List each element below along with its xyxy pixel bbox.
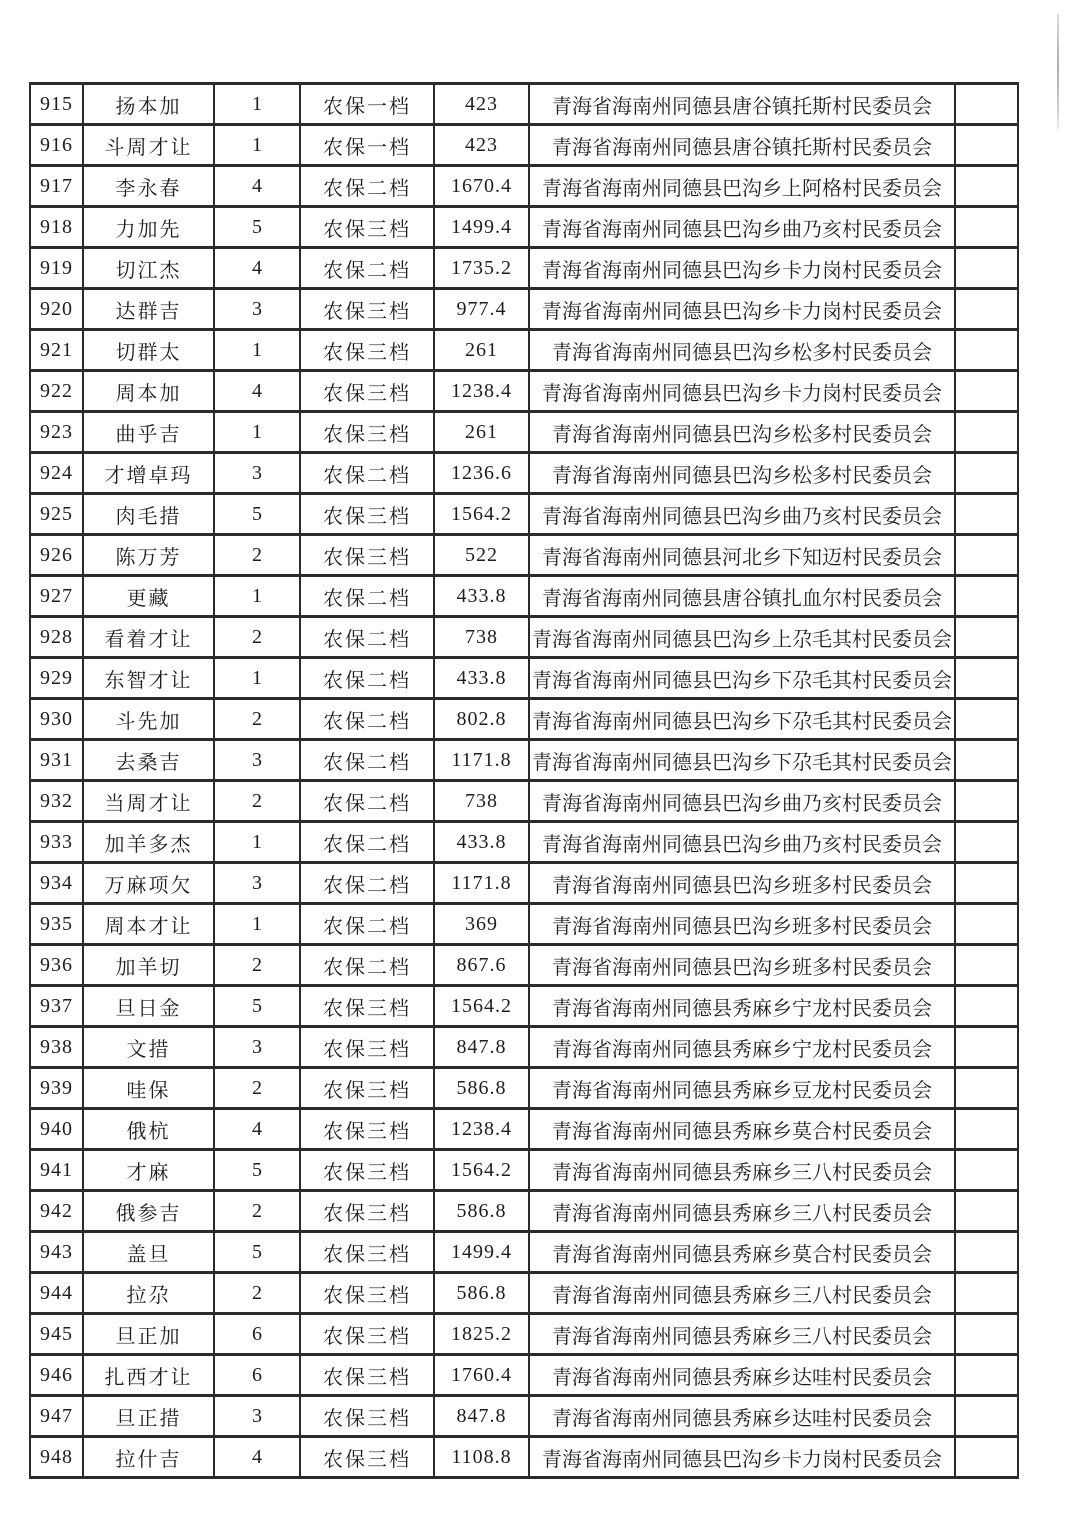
cell-amount: 867.6 — [434, 945, 529, 986]
cell-remark-empty — [955, 1068, 1018, 1109]
table-row — [30, 207, 1018, 248]
cell-person-count: 3 — [214, 1396, 300, 1437]
cell-person-count: 1 — [214, 412, 300, 453]
cell-amount: 1760.4 — [434, 1355, 529, 1396]
table-row — [30, 617, 1018, 658]
cell-remark-empty — [955, 248, 1018, 289]
cell-sequence-number: 948 — [30, 1437, 83, 1478]
cell-sequence-number: 926 — [30, 535, 83, 576]
scan-artifact-line — [1057, 14, 1059, 130]
cell-person-count: 6 — [214, 1314, 300, 1355]
table-row — [30, 371, 1018, 412]
cell-remark-empty — [955, 904, 1018, 945]
cell-village-committee: 青海省海南州同德县秀麻乡三八村民委员会 — [529, 1273, 955, 1314]
table-row — [30, 1314, 1018, 1355]
cell-village-committee: 青海省海南州同德县巴沟乡松多村民委员会 — [529, 453, 955, 494]
cell-remark-empty — [955, 1355, 1018, 1396]
cell-sequence-number: 947 — [30, 1396, 83, 1437]
cell-person-name: 加羊切 — [83, 945, 214, 986]
table-row — [30, 1068, 1018, 1109]
cell-remark-empty — [955, 1273, 1018, 1314]
cell-village-committee: 青海省海南州同德县巴沟乡曲乃亥村民委员会 — [529, 822, 955, 863]
cell-person-count: 2 — [214, 945, 300, 986]
cell-remark-empty — [955, 576, 1018, 617]
cell-remark-empty — [955, 289, 1018, 330]
cell-sequence-number: 941 — [30, 1150, 83, 1191]
table-row — [30, 1232, 1018, 1273]
table-row — [30, 986, 1018, 1027]
cell-person-name: 才麻 — [83, 1150, 214, 1191]
cell-person-name: 达群吉 — [83, 289, 214, 330]
cell-village-committee: 青海省海南州同德县巴沟乡卡力岗村民委员会 — [529, 248, 955, 289]
table-row — [30, 863, 1018, 904]
cell-remark-empty — [955, 371, 1018, 412]
cell-amount: 1564.2 — [434, 1150, 529, 1191]
cell-person-count: 2 — [214, 1068, 300, 1109]
cell-person-name: 俄杭 — [83, 1109, 214, 1150]
cell-sequence-number: 938 — [30, 1027, 83, 1068]
cell-person-name: 切群太 — [83, 330, 214, 371]
cell-amount: 1238.4 — [434, 371, 529, 412]
cell-sequence-number: 928 — [30, 617, 83, 658]
cell-person-name: 加羊多杰 — [83, 822, 214, 863]
table-row — [30, 412, 1018, 453]
cell-remark-empty — [955, 207, 1018, 248]
table-row — [30, 453, 1018, 494]
cell-person-name: 俄参吉 — [83, 1191, 214, 1232]
cell-person-count: 5 — [214, 1150, 300, 1191]
cell-insurance-tier: 农保二档 — [300, 822, 434, 863]
cell-insurance-tier: 农保二档 — [300, 945, 434, 986]
cell-person-count: 3 — [214, 453, 300, 494]
cell-amount: 1735.2 — [434, 248, 529, 289]
table-row — [30, 1150, 1018, 1191]
cell-village-committee: 青海省海南州同德县巴沟乡卡力岗村民委员会 — [529, 1437, 955, 1478]
table-row — [30, 494, 1018, 535]
cell-sequence-number: 937 — [30, 986, 83, 1027]
cell-person-name: 陈万芳 — [83, 535, 214, 576]
cell-sequence-number: 917 — [30, 166, 83, 207]
cell-insurance-tier: 农保二档 — [300, 248, 434, 289]
cell-amount: 1108.8 — [434, 1437, 529, 1478]
cell-sequence-number: 942 — [30, 1191, 83, 1232]
cell-insurance-tier: 农保二档 — [300, 166, 434, 207]
cell-insurance-tier: 农保二档 — [300, 658, 434, 699]
cell-village-committee: 青海省海南州同德县巴沟乡松多村民委员会 — [529, 330, 955, 371]
table-row — [30, 1355, 1018, 1396]
cell-insurance-tier: 农保三档 — [300, 1273, 434, 1314]
cell-sequence-number: 924 — [30, 453, 83, 494]
cell-remark-empty — [955, 863, 1018, 904]
cell-remark-empty — [955, 453, 1018, 494]
cell-village-committee: 青海省海南州同德县秀麻乡宁龙村民委员会 — [529, 986, 955, 1027]
cell-remark-empty — [955, 781, 1018, 822]
cell-remark-empty — [955, 125, 1018, 166]
cell-person-name: 看着才让 — [83, 617, 214, 658]
cell-insurance-tier: 农保一档 — [300, 84, 434, 125]
cell-remark-empty — [955, 412, 1018, 453]
cell-amount: 1825.2 — [434, 1314, 529, 1355]
cell-village-committee: 青海省海南州同德县巴沟乡卡力岗村民委员会 — [529, 371, 955, 412]
cell-amount: 423 — [434, 84, 529, 125]
cell-sequence-number: 922 — [30, 371, 83, 412]
table-row — [30, 658, 1018, 699]
cell-person-count: 5 — [214, 494, 300, 535]
cell-remark-empty — [955, 1437, 1018, 1478]
cell-sequence-number: 920 — [30, 289, 83, 330]
cell-person-count: 1 — [214, 822, 300, 863]
cell-person-name: 当周才让 — [83, 781, 214, 822]
cell-amount: 847.8 — [434, 1396, 529, 1437]
cell-sequence-number: 939 — [30, 1068, 83, 1109]
cell-sequence-number: 915 — [30, 84, 83, 125]
cell-person-name: 扎西才让 — [83, 1355, 214, 1396]
cell-person-name: 去桑吉 — [83, 740, 214, 781]
cell-person-count: 2 — [214, 1273, 300, 1314]
cell-amount: 1171.8 — [434, 740, 529, 781]
table-row — [30, 1191, 1018, 1232]
cell-person-count: 3 — [214, 740, 300, 781]
cell-person-name: 东智才让 — [83, 658, 214, 699]
cell-amount: 433.8 — [434, 576, 529, 617]
cell-village-committee: 青海省海南州同德县秀麻乡三八村民委员会 — [529, 1150, 955, 1191]
cell-sequence-number: 921 — [30, 330, 83, 371]
cell-insurance-tier: 农保一档 — [300, 125, 434, 166]
cell-amount: 802.8 — [434, 699, 529, 740]
cell-person-name: 力加先 — [83, 207, 214, 248]
cell-person-count: 1 — [214, 125, 300, 166]
cell-person-name: 扬本加 — [83, 84, 214, 125]
cell-village-committee: 青海省海南州同德县秀麻乡莫合村民委员会 — [529, 1109, 955, 1150]
cell-amount: 433.8 — [434, 658, 529, 699]
cell-person-name: 哇保 — [83, 1068, 214, 1109]
cell-village-committee: 青海省海南州同德县巴沟乡松多村民委员会 — [529, 412, 955, 453]
cell-sequence-number: 918 — [30, 207, 83, 248]
table-row — [30, 822, 1018, 863]
cell-person-count: 4 — [214, 371, 300, 412]
table-row — [30, 248, 1018, 289]
cell-remark-empty — [955, 330, 1018, 371]
cell-sequence-number: 916 — [30, 125, 83, 166]
cell-insurance-tier: 农保三档 — [300, 1396, 434, 1437]
cell-village-committee: 青海省海南州同德县唐谷镇扎血尔村民委员会 — [529, 576, 955, 617]
cell-amount: 1499.4 — [434, 1232, 529, 1273]
cell-sequence-number: 929 — [30, 658, 83, 699]
cell-person-count: 1 — [214, 904, 300, 945]
cell-insurance-tier: 农保三档 — [300, 207, 434, 248]
cell-insurance-tier: 农保三档 — [300, 1068, 434, 1109]
cell-remark-empty — [955, 699, 1018, 740]
cell-insurance-tier: 农保三档 — [300, 1437, 434, 1478]
table-row — [30, 535, 1018, 576]
cell-person-count: 1 — [214, 658, 300, 699]
cell-insurance-tier: 农保二档 — [300, 863, 434, 904]
cell-person-count: 1 — [214, 576, 300, 617]
cell-remark-empty — [955, 822, 1018, 863]
cell-insurance-tier: 农保三档 — [300, 1150, 434, 1191]
cell-person-count: 5 — [214, 1232, 300, 1273]
cell-sequence-number: 940 — [30, 1109, 83, 1150]
cell-amount: 1236.6 — [434, 453, 529, 494]
cell-village-committee: 青海省海南州同德县唐谷镇托斯村民委员会 — [529, 125, 955, 166]
cell-person-count: 5 — [214, 986, 300, 1027]
cell-amount: 423 — [434, 125, 529, 166]
cell-village-committee: 青海省海南州同德县唐谷镇托斯村民委员会 — [529, 84, 955, 125]
cell-sequence-number: 919 — [30, 248, 83, 289]
cell-village-committee: 青海省海南州同德县秀麻乡莫合村民委员会 — [529, 1232, 955, 1273]
cell-person-count: 3 — [214, 289, 300, 330]
cell-person-count: 3 — [214, 1027, 300, 1068]
cell-village-committee: 青海省海南州同德县巴沟乡上尕毛其村民委员会 — [529, 617, 955, 658]
cell-person-count: 3 — [214, 863, 300, 904]
cell-person-name: 旦正措 — [83, 1396, 214, 1437]
cell-sequence-number: 931 — [30, 740, 83, 781]
cell-insurance-tier: 农保三档 — [300, 494, 434, 535]
cell-person-name: 旦正加 — [83, 1314, 214, 1355]
cell-person-count: 2 — [214, 1191, 300, 1232]
cell-person-count: 2 — [214, 781, 300, 822]
cell-village-committee: 青海省海南州同德县巴沟乡曲乃亥村民委员会 — [529, 494, 955, 535]
cell-person-count: 2 — [214, 617, 300, 658]
cell-person-count: 4 — [214, 1109, 300, 1150]
cell-person-count: 4 — [214, 248, 300, 289]
cell-sequence-number: 935 — [30, 904, 83, 945]
cell-person-name: 曲乎吉 — [83, 412, 214, 453]
cell-remark-empty — [955, 740, 1018, 781]
cell-insurance-tier: 农保三档 — [300, 986, 434, 1027]
cell-amount: 433.8 — [434, 822, 529, 863]
cell-sequence-number: 932 — [30, 781, 83, 822]
cell-remark-empty — [955, 166, 1018, 207]
cell-village-committee: 青海省海南州同德县巴沟乡班多村民委员会 — [529, 945, 955, 986]
cell-insurance-tier: 农保二档 — [300, 904, 434, 945]
table-row — [30, 125, 1018, 166]
cell-insurance-tier: 农保三档 — [300, 1109, 434, 1150]
cell-sequence-number: 936 — [30, 945, 83, 986]
table-row — [30, 576, 1018, 617]
cell-insurance-tier: 农保二档 — [300, 453, 434, 494]
cell-village-committee: 青海省海南州同德县秀麻乡三八村民委员会 — [529, 1191, 955, 1232]
cell-remark-empty — [955, 945, 1018, 986]
cell-person-name: 盖旦 — [83, 1232, 214, 1273]
cell-remark-empty — [955, 1314, 1018, 1355]
cell-person-name: 斗先加 — [83, 699, 214, 740]
cell-sequence-number: 944 — [30, 1273, 83, 1314]
cell-person-count: 4 — [214, 1437, 300, 1478]
cell-insurance-tier: 农保三档 — [300, 1355, 434, 1396]
cell-sequence-number: 933 — [30, 822, 83, 863]
table-row — [30, 166, 1018, 207]
cell-person-count: 4 — [214, 166, 300, 207]
cell-person-name: 李永春 — [83, 166, 214, 207]
cell-remark-empty — [955, 658, 1018, 699]
table-row — [30, 740, 1018, 781]
cell-amount: 738 — [434, 781, 529, 822]
cell-insurance-tier: 农保三档 — [300, 330, 434, 371]
cell-insurance-tier: 农保二档 — [300, 699, 434, 740]
cell-insurance-tier: 农保二档 — [300, 576, 434, 617]
cell-village-committee: 青海省海南州同德县巴沟乡下尕毛其村民委员会 — [529, 658, 955, 699]
cell-remark-empty — [955, 617, 1018, 658]
cell-remark-empty — [955, 494, 1018, 535]
cell-insurance-tier: 农保三档 — [300, 1027, 434, 1068]
cell-person-name: 斗周才让 — [83, 125, 214, 166]
table-row — [30, 289, 1018, 330]
cell-amount: 1564.2 — [434, 986, 529, 1027]
cell-sequence-number: 946 — [30, 1355, 83, 1396]
cell-village-committee: 青海省海南州同德县秀麻乡豆龙村民委员会 — [529, 1068, 955, 1109]
insurance-payment-table — [29, 82, 1019, 1479]
table-row — [30, 330, 1018, 371]
cell-village-committee: 青海省海南州同德县巴沟乡班多村民委员会 — [529, 863, 955, 904]
table-body — [30, 84, 1018, 1478]
cell-amount: 586.8 — [434, 1191, 529, 1232]
cell-amount: 738 — [434, 617, 529, 658]
cell-insurance-tier: 农保三档 — [300, 1191, 434, 1232]
cell-person-name: 切江杰 — [83, 248, 214, 289]
cell-insurance-tier: 农保三档 — [300, 1232, 434, 1273]
table-row — [30, 1273, 1018, 1314]
cell-insurance-tier: 农保三档 — [300, 535, 434, 576]
cell-person-name: 文措 — [83, 1027, 214, 1068]
cell-remark-empty — [955, 535, 1018, 576]
cell-insurance-tier: 农保二档 — [300, 781, 434, 822]
cell-remark-empty — [955, 1191, 1018, 1232]
cell-person-name: 周本加 — [83, 371, 214, 412]
cell-amount: 261 — [434, 330, 529, 371]
table-row — [30, 781, 1018, 822]
cell-village-committee: 青海省海南州同德县秀麻乡宁龙村民委员会 — [529, 1027, 955, 1068]
table-row — [30, 1109, 1018, 1150]
cell-sequence-number: 945 — [30, 1314, 83, 1355]
cell-person-name: 才增卓玛 — [83, 453, 214, 494]
cell-amount: 1564.2 — [434, 494, 529, 535]
cell-village-committee: 青海省海南州同德县巴沟乡上阿格村民委员会 — [529, 166, 955, 207]
cell-village-committee: 青海省海南州同德县秀麻乡达哇村民委员会 — [529, 1355, 955, 1396]
table-row — [30, 1396, 1018, 1437]
cell-remark-empty — [955, 1109, 1018, 1150]
cell-amount: 369 — [434, 904, 529, 945]
cell-remark-empty — [955, 1027, 1018, 1068]
cell-sequence-number: 927 — [30, 576, 83, 617]
cell-village-committee: 青海省海南州同德县巴沟乡下尕毛其村民委员会 — [529, 699, 955, 740]
table-row — [30, 699, 1018, 740]
cell-remark-empty — [955, 1232, 1018, 1273]
cell-village-committee: 青海省海南州同德县秀麻乡达哇村民委员会 — [529, 1396, 955, 1437]
cell-insurance-tier: 农保二档 — [300, 617, 434, 658]
cell-remark-empty — [955, 84, 1018, 125]
cell-person-name: 拉尕 — [83, 1273, 214, 1314]
cell-remark-empty — [955, 986, 1018, 1027]
cell-sequence-number: 925 — [30, 494, 83, 535]
cell-village-committee: 青海省海南州同德县巴沟乡曲乃亥村民委员会 — [529, 781, 955, 822]
cell-village-committee: 青海省海南州同德县秀麻乡三八村民委员会 — [529, 1314, 955, 1355]
cell-person-name: 拉什吉 — [83, 1437, 214, 1478]
cell-amount: 1499.4 — [434, 207, 529, 248]
cell-insurance-tier: 农保三档 — [300, 412, 434, 453]
cell-person-name: 更藏 — [83, 576, 214, 617]
table-row — [30, 1027, 1018, 1068]
table-row — [30, 1437, 1018, 1478]
cell-sequence-number: 930 — [30, 699, 83, 740]
cell-person-count: 2 — [214, 699, 300, 740]
cell-amount: 522 — [434, 535, 529, 576]
cell-amount: 1171.8 — [434, 863, 529, 904]
cell-amount: 847.8 — [434, 1027, 529, 1068]
cell-person-name: 万麻项欠 — [83, 863, 214, 904]
cell-insurance-tier: 农保二档 — [300, 740, 434, 781]
cell-amount: 977.4 — [434, 289, 529, 330]
cell-amount: 1238.4 — [434, 1109, 529, 1150]
table-row — [30, 945, 1018, 986]
cell-person-count: 2 — [214, 535, 300, 576]
cell-remark-empty — [955, 1150, 1018, 1191]
table-row — [30, 904, 1018, 945]
cell-person-count: 6 — [214, 1355, 300, 1396]
cell-sequence-number: 923 — [30, 412, 83, 453]
cell-amount: 586.8 — [434, 1068, 529, 1109]
cell-amount: 1670.4 — [434, 166, 529, 207]
cell-amount: 586.8 — [434, 1273, 529, 1314]
cell-person-name: 旦日金 — [83, 986, 214, 1027]
cell-amount: 261 — [434, 412, 529, 453]
cell-village-committee: 青海省海南州同德县河北乡下知迈村民委员会 — [529, 535, 955, 576]
cell-insurance-tier: 农保三档 — [300, 371, 434, 412]
cell-person-count: 1 — [214, 330, 300, 371]
cell-sequence-number: 934 — [30, 863, 83, 904]
cell-insurance-tier: 农保三档 — [300, 289, 434, 330]
cell-person-count: 5 — [214, 207, 300, 248]
cell-insurance-tier: 农保三档 — [300, 1314, 434, 1355]
table-row — [30, 84, 1018, 125]
cell-sequence-number: 943 — [30, 1232, 83, 1273]
cell-person-name: 周本才让 — [83, 904, 214, 945]
cell-village-committee: 青海省海南州同德县巴沟乡下尕毛其村民委员会 — [529, 740, 955, 781]
cell-person-count: 1 — [214, 84, 300, 125]
cell-person-name: 肉毛措 — [83, 494, 214, 535]
cell-village-committee: 青海省海南州同德县巴沟乡卡力岗村民委员会 — [529, 289, 955, 330]
cell-village-committee: 青海省海南州同德县巴沟乡曲乃亥村民委员会 — [529, 207, 955, 248]
cell-village-committee: 青海省海南州同德县巴沟乡班多村民委员会 — [529, 904, 955, 945]
cell-remark-empty — [955, 1396, 1018, 1437]
